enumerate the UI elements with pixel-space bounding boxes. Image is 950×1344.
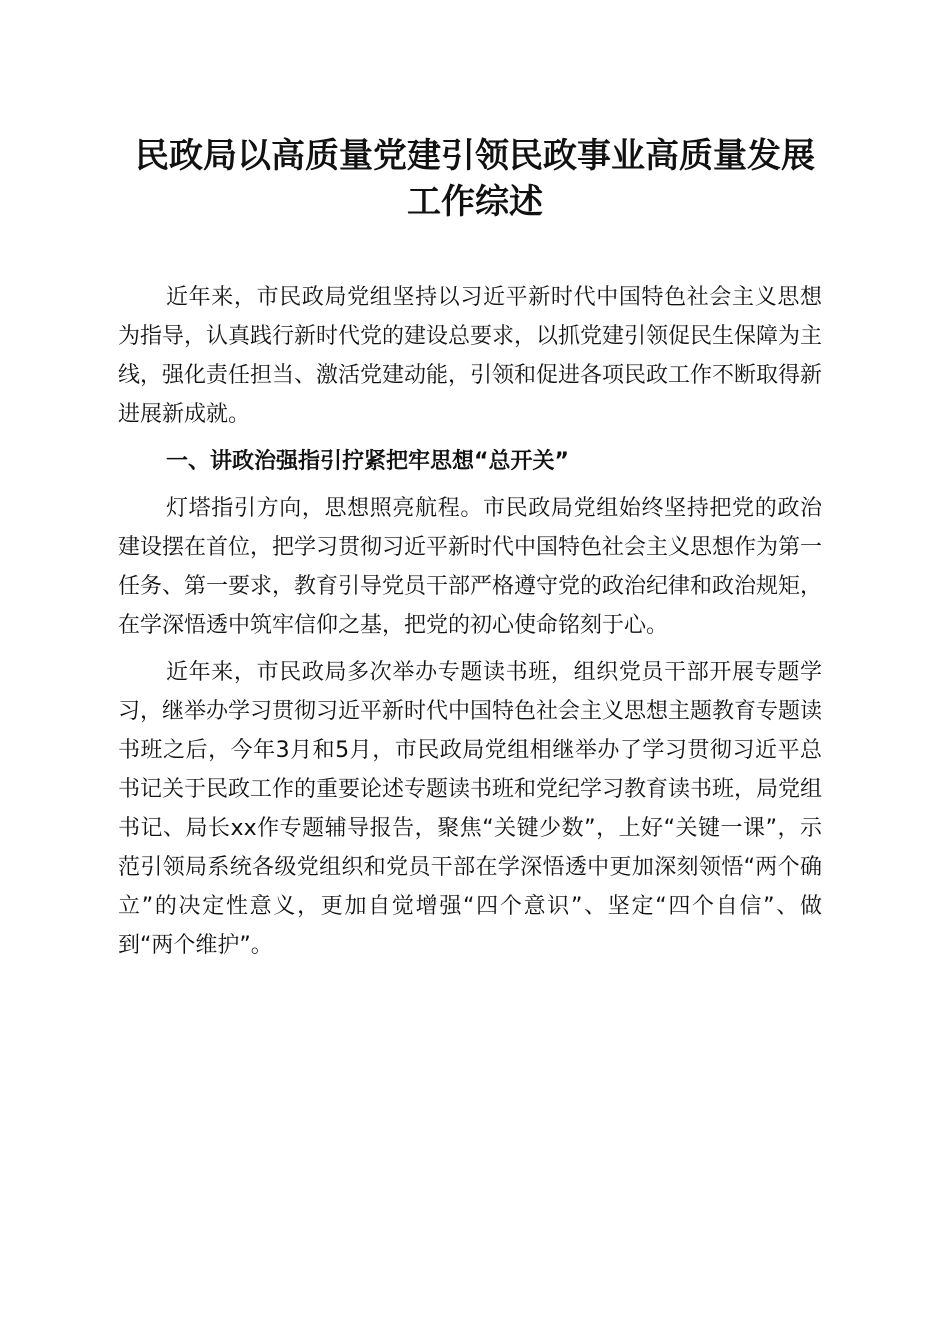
intro-paragraph: 近年来，市民政局党组坚持以习近平新时代中国特色社会主义思想为指导，认真践行新时代党的建设总要求，以抓党建引领促民生保障为主线，强化责任担当、激活党建动能，引领和促进各项民政工作不断取得新进展新成就。 <box>118 285 823 427</box>
document-title-line-1: 民政局以高质量党建引领民政事业高质量发展 <box>135 136 815 176</box>
section-1-paragraph-1: 灯塔指引方向，思想照亮航程。市民政局党组始终坚持把党的政治建设摆在首位，把学习贯彻习近平新时代中国特色社会主义思想作为第一任务、第一要求，教育引导党员干部严格遵守党的政治纪律和政治规矩，在学深悟透中筑牢信仰之基，把党的初心使命铭刻于心。 <box>118 496 823 638</box>
document-body <box>118 278 822 965</box>
section-1-paragraph-2: 近年来，市民政局多次举办专题读书班，组织党员干部开展专题学习，继举办学习贯彻习近平新时代中国特色社会主义思想主题教育专题读书班之后，今年3月和5月，市民政局党组相继举办了学习贯彻习近平总书记关于民政工作的重要论述专题读书班和党纪学习教育读书班，局党组书记、局长xx作专题辅导报告，聚焦“关键少数”，上好“关键一课”，示范引领局系统各级党组织和党员干部在学深悟透中更加深刻领悟“两个确立”的决定性意义，更加自觉增强“四个意识”、坚定“四个自信”、做到“两个维护”。 <box>118 660 823 958</box>
document-title <box>100 133 850 225</box>
section-heading-1: 一、讲政治强指引拧紧把牢思想“总开关” <box>166 449 569 474</box>
document-title-line-2: 工作综述 <box>407 182 543 222</box>
